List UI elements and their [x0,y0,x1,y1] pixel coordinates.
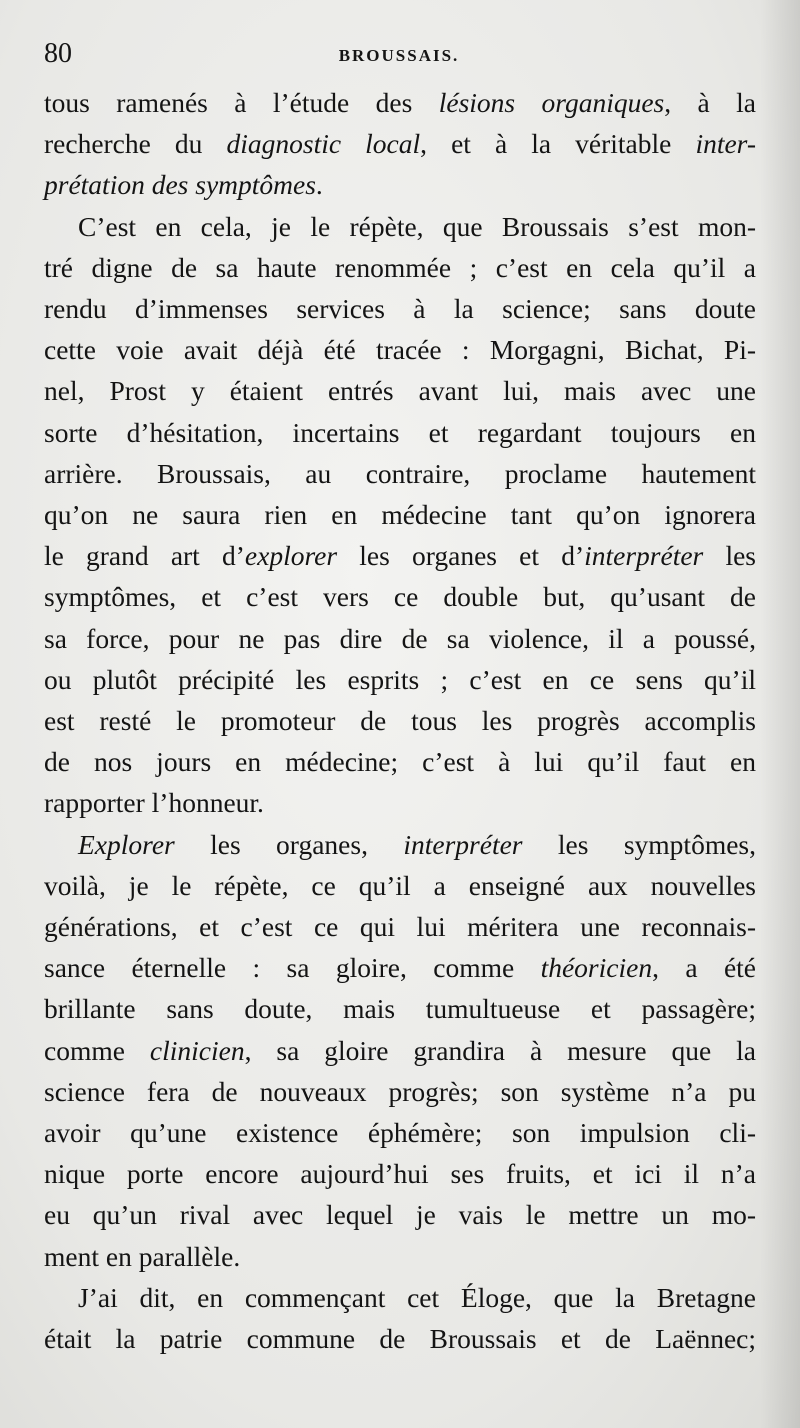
text-span: les [703,540,756,572]
text-span: brillante sans doute, mais tumultueuse et passagère; [44,993,756,1025]
text-span: de nos jours en médecine; c’est à lui qu’il faut en [44,746,756,778]
text-line [44,659,756,700]
text-span: tous ramenés à l’étude des [44,87,439,118]
text-span: nel, Prost y étaient entrés avant lui, mais avec une [44,375,756,407]
text-span: sorte d’hésitation, incertains et regardant toujours en [44,416,756,448]
italic-text: interpréter [403,828,523,860]
text-span: ou plutôt précipité les esprits ; c’est en ce sens qu’il [44,663,756,695]
text-line [44,1112,756,1153]
text-span: est resté le promoteur de tous les progrès accomplis [44,705,756,737]
text-line [44,82,756,123]
text-span: eu qu’un rival avec lequel je vais le mettre un mo- [44,1199,756,1231]
text-line [44,494,756,535]
text-line [44,288,756,329]
text-line [44,535,756,576]
text-span: les organes et d’ [337,540,585,572]
text-span: comme [44,1034,150,1066]
text-line [44,329,756,370]
italic-text: diagnostic local [226,128,421,160]
text-line [44,370,756,411]
text-line [44,741,756,782]
text-span: rendu d’immenses services à la science; sans doute [44,293,756,325]
italic-text: clinicien [149,1034,245,1066]
text-span: les symptômes, [522,828,756,860]
text-line [44,824,756,865]
italic-text: interpréter [584,540,704,572]
text-line [44,865,756,906]
body-text [44,82,756,1359]
text-span: arrière. Broussais, au contraire, proclame hautement [44,457,756,489]
page-header [44,38,754,78]
text-line [44,164,756,205]
text-line [44,1236,756,1277]
text-span: , à la [664,87,756,118]
text-line [44,782,756,823]
paragraph [44,82,756,206]
text-line [44,1277,756,1318]
page-number: 80 [44,38,72,69]
text-span: symptômes, et c’est vers ce double but, qu’usant de [44,581,756,613]
text-span: tré digne de sa haute renommée ; c’est en cela qu’il a [44,251,756,283]
text-span: qu’on ne saura rien en médecine tant qu’on ignorera [44,499,756,531]
text-span: le grand art d’ [44,540,245,572]
text-line [44,700,756,741]
text-span: cette voie avait déjà été tracée : Morgagni, Bichat, Pi- [44,334,756,366]
text-span: recherche du [44,128,227,160]
text-span: générations, et c’est ce qui lui méritera une reconnais- [44,911,756,943]
text-span: science fera de nouveaux progrès; son système n’a pu [44,1075,756,1107]
italic-text: inter- [695,128,756,160]
text-line [44,988,756,1029]
italic-text: explorer [244,540,338,572]
text-span: C’est en cela, je le répète, que Broussais s’est mon- [78,210,756,242]
text-line [44,123,756,164]
paragraph [44,1277,756,1359]
italic-text: Explorer [78,828,175,860]
italic-text: théoricien [540,952,653,984]
text-span: rapporter l’honneur. [44,787,264,819]
text-line [44,947,756,988]
text-span: , et à la véritable [420,128,696,160]
text-line [44,906,756,947]
text-line [44,1071,756,1112]
text-span: , a été [652,952,756,984]
text-line [44,412,756,453]
text-line [44,1194,756,1235]
running-head: BROUSSAIS. [338,46,460,65]
text-span: . [315,169,323,201]
text-span: était la patrie commune de Broussais et de Laënnec; [44,1323,756,1355]
text-span: ment en parallèle. [44,1240,241,1272]
italic-text: prétation des symptômes [44,169,316,201]
text-span: voilà, je le répète, ce qu’il a enseigné aux nouvelles [44,869,756,901]
text-line [44,576,756,617]
text-span: nique porte encore aujourd’hui ses fruits, et ici il n’a [44,1158,756,1190]
text-line [44,206,756,247]
text-span: , sa gloire grandira à mesure que la [244,1034,756,1066]
text-line [44,1030,756,1071]
text-line [44,1153,756,1194]
paragraph [44,206,756,824]
paragraph [44,824,756,1277]
text-span: sa force, pour ne pas dire de sa violence, il a poussé, [44,622,756,654]
text-line [44,247,756,288]
text-line [44,618,756,659]
text-span: sance éternelle : sa gloire, comme [44,952,541,984]
text-span: J’ai dit, en commençant cet Éloge, que la Bretagne [78,1281,756,1313]
italic-text: lésions organiques [438,87,665,118]
text-line [44,1318,756,1359]
text-span: avoir qu’une existence éphémère; son impulsion cli- [44,1117,756,1149]
text-span: les organes, [174,828,404,860]
text-line [44,453,756,494]
